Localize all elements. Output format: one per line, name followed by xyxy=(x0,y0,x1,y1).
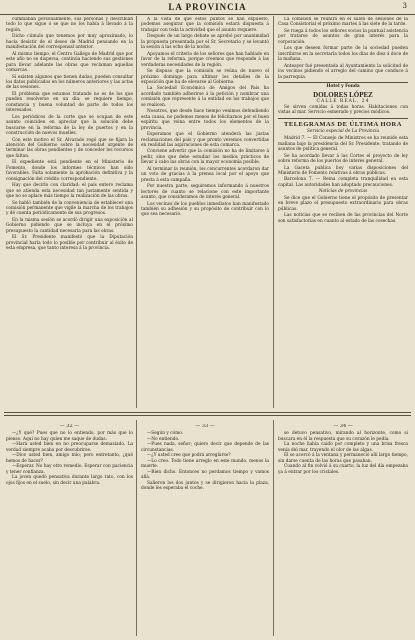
paragraph: Él se acercó á la ventana y permaneció allí largo tiempo, sin darse cuenta de las horas que pasaban. xyxy=(278,453,408,464)
masthead xyxy=(0,0,415,15)
telegram-item: Barcelona 7. — Reina completa tranquilidad en esta capital. Las autoridades han adoptado precauciones. xyxy=(278,177,408,188)
advertisement xyxy=(278,82,408,119)
column-rule xyxy=(136,16,137,408)
paragraph: La noche había caído por completo y una brisa fresca venía del mar, trayendo el olor de las algas. xyxy=(278,442,408,453)
paragraph: En la misma sesión se acordó dirigir una exposición al Gobierno pidiendo que se incluya en el próximo presupuesto la cantidad necesaria para las obras. xyxy=(6,217,133,234)
feuilleton-page-number: — 32 — xyxy=(59,424,80,429)
feuilleton-column-1 xyxy=(6,424,133,636)
paragraph: La Sociedad Económica de Amigos del País ha acordado también adherirse á la petición y nombrar una comisión que represente á la entidad en los trabajos que se realicen. xyxy=(141,86,269,108)
paragraph: Al terminar la reunión, los concurrentes acordaron dar un voto de gracias á la prensa local por el apoyo que presta á esta campaña. xyxy=(141,166,269,183)
paragraph: Conviene advertir que la comisión no ha de limitarse á pedir, sino que debe estudiar los medios prácticos de llevar á cabo las obras con la mayor economía posible. xyxy=(141,149,269,166)
paragraph: Á la vista de que estos puntos se han expuesto, podemos asegurar que la comisión estará dispuesta á trabajar con toda la actividad que el asunto requiere. xyxy=(141,17,269,33)
paragraph: Los que deseen formar parte de la sociedad pueden inscribirse en la secretaría todos los días de diez á doce de la mañana. xyxy=(278,46,408,63)
paragraph: Si existen algunos que tienen dudas, pueden consultar los datos publicados en los números anteriores y las actas de las sesiones. xyxy=(6,74,133,91)
paragraph: —Según y cómo. xyxy=(147,431,184,437)
ad-heading: Hotel y Fonda xyxy=(326,83,360,89)
paragraph: Se dispuso que la comisión se reúna de nuevo el próximo domingo para ultimar los detalles de la exposición que ha de elevarse al Gobierno. xyxy=(141,69,269,85)
paragraph: Con este motivo el Sr. Alvarado rogó que se fijara la atención del Gobierno sobre la necesidad urgente de terminar las obras pendientes y de conceder los recursos que faltan. xyxy=(6,137,133,159)
paragraph: —Dice usted bien, amigo mío; pero entretanto, ¿qué hemos de hacer? xyxy=(6,453,133,464)
paragraph: Esperamos que el Gobierno atenderá las justas reclamaciones del país y que pronto veremos convertidas en realidad las aspiraciones de esta comarca. xyxy=(141,132,269,148)
paragraph: Al mismo tiempo, el Centro Gallego de Madrid que por este año no se dispersa, continúa haciendo sus gestiones para llevar adelante las obras que reclaman aquellas comarcas. xyxy=(6,51,133,74)
paragraph: Los vecinos de los pueblos inmediatos han manifestado también su adhesión y su propósito de contribuir con lo que sea necesario. xyxy=(141,201,269,218)
paragraph: —Hará usted bien en no preocuparse demasiado. La verdad siempre acaba por descubrirse. xyxy=(6,442,133,453)
paragraph: El problema que estamos tratando no es de los que pueden resolverse en un día; se requiere tiempo, constancia y buena voluntad de parte de todos los interesados. xyxy=(6,91,133,114)
column-rule xyxy=(136,420,137,636)
article-column-3 xyxy=(278,17,408,407)
column-rule xyxy=(273,420,274,636)
telegram-item: La Gaceta publica hoy varias disposiciones del Ministerio de Fomento relativas á obras públicas. xyxy=(278,165,408,176)
telegrams-heading: TELEGRAMAS DE ÚLTIMA HORA xyxy=(284,120,402,128)
paragraph: Dicho cúmulo que tenemos por muy aproximado, lo hacía desistir de el deseo de Madrid pensando en la manifestación del corresponsal anterior. xyxy=(6,34,133,51)
feuilleton-column-2 xyxy=(141,424,269,636)
telegram-item: Se dice que el Gobierno tiene el propósito de presentar en breve plazo el presupuesto extraordinario para obras públicas. xyxy=(278,195,408,212)
paragraph: Los periódicos de la corte que se ocupan de este asunto coinciden en apreciar que la solución debe buscarse en la reforma de la ley de puertos y en la construcción de nuevos muelles. xyxy=(6,114,133,137)
paragraph: —Esperar. No hay otro remedio. Esperar con paciencia y tener confianza. xyxy=(6,464,133,475)
paragraph: Cuando al fin volvió á su cuarto, la luz del día empezaba ya á entrar por los cristales. xyxy=(278,464,408,475)
paragraph: Anteayer fué presentada al Ayuntamiento la solicitud de los vecinos pidiendo el arreglo del camino que conduce á la parroquia. xyxy=(278,63,408,80)
paragraph: Después de un largo debate se aprobó por unanimidad la propuesta presentada por el Sr. Secretario y se levantó la sesión á las ocho de la noche. xyxy=(141,34,269,51)
paragraph: La joven quedó pensativa durante largo rato, con los ojos fijos en el suelo, sin decir una palabra. xyxy=(6,475,133,486)
telegrams-subhead: Noticias de provincias xyxy=(318,189,368,195)
paragraph: —¿Y usted cree que podrá arreglarse? xyxy=(147,453,231,459)
article-column-1 xyxy=(6,17,133,407)
paragraph: El Sr. Presidente manifestó que la Diputación provincial haría todo lo posible por contribuir al éxito de esta empresa, que tanto interesa á la provincia. xyxy=(6,235,133,252)
paragraph: —¿Y qué? Pues que no lo entiendo, por más que lo pienso. Aquí no hay quien me saque de dudas. xyxy=(6,431,133,442)
telegram-item: Madrid 7. — El Consejo de Ministros se ha reunido esta mañana bajo la presidencia del Sr. Presidente, tratando de asuntos de política general. xyxy=(278,136,408,153)
ad-body: Se sirven comidas á todas horas. Habitaciones con vistas al mar. Servicio esmerado y precios módicos. xyxy=(278,104,408,116)
feuilleton-page-number: — 34 — xyxy=(333,424,353,429)
feuilleton-page-number: — 33 — xyxy=(195,424,215,429)
paragraph: El expediente está pendiente en el Ministerio de Fomento, donde los informes técnicos han sido favorables. Falta solamente la aprobación definitiva y la consignación del crédito correspondiente. xyxy=(6,160,133,182)
paragraph: Por nuestra parte, seguiremos informando á nuestros lectores de cuanto se relacione con este importante asunto, que consideramos de interés general. xyxy=(141,184,269,201)
paragraph: Apoyamos el criterio de los señores que han hablado en favor de la reforma, porque creemos que responde á las verdaderas necesidades de la región. xyxy=(141,51,269,68)
section-divider xyxy=(4,415,411,416)
paragraph: Nosotros, que desde hace tiempo venimos defendiendo esta causa, no podemos menos de felicitarnos por el buen espíritu que reina entre todos los elementos de la provincia. xyxy=(141,109,269,131)
paragraph: Se habló también de la conveniencia de establecer una comisión permanente que vigile la marcha de los trabajos y dé cuenta periódicamente de sus progresos. xyxy=(6,200,133,217)
ad-name: DOLORES LÓPEZ xyxy=(313,91,373,100)
telegrams-subtitle: Servicio especial de La Provincia xyxy=(306,128,380,134)
feuilleton-column-3 xyxy=(278,424,408,636)
article-column-2 xyxy=(141,17,269,407)
paragraph: —Lo creo. Todo tiene arreglo en este mundo, menos la muerte. xyxy=(141,458,269,470)
paragraph: —Pues nada, señor; quiero decir que depende de las circunstancias. xyxy=(141,442,269,453)
paragraph: Salieron los dos juntos y se dirigieron hacia la plaza, donde les esperaba el coche. xyxy=(141,480,269,491)
ad-address: CALLE REAL, 24 xyxy=(316,99,370,105)
paragraph: Se ruega á todos los señores socios la puntual asistencia por tratarse de asuntos de gran interés para la corporación. xyxy=(278,28,408,45)
paragraph: La comisión se reunirá en el salón de sesiones de la Casa Consistorial el próximo martes á las siete de la tarde. xyxy=(278,17,408,28)
paragraph: se detuvo pensativo, mirando al horizonte, como si buscara en él la respuesta que su corazón le pedía. xyxy=(278,431,408,442)
paragraph: —No entiendo. xyxy=(147,436,180,442)
column-rule xyxy=(273,16,274,408)
page-number: 3 xyxy=(402,2,407,10)
telegram-item: Se ha acordado llevar á las Cortes el proyecto de ley sobre reforma de los puertos de interés general. xyxy=(278,153,408,165)
section-divider xyxy=(4,412,411,413)
paragraph: —Bien dicho. Entonces no perdamos tiempo y vamos allá. xyxy=(141,469,269,481)
telegram-item: Las noticias que se reciben de las provincias del Norte son satisfactorias en cuanto al estado de las cosechas. xyxy=(278,213,408,224)
paragraph: cumbiaban personalmente, sus personas y describían todo lo que sigue ó se que no los había á llevado á la región. xyxy=(6,17,133,33)
newspaper-title: LA PROVINCIA xyxy=(168,2,247,12)
paragraph: Hay que decirlo con claridad: el país entero reclama que se atienda esta necesidad tan justamente sentida y que no se aplace más tiempo la realización de las obras. xyxy=(6,183,133,200)
